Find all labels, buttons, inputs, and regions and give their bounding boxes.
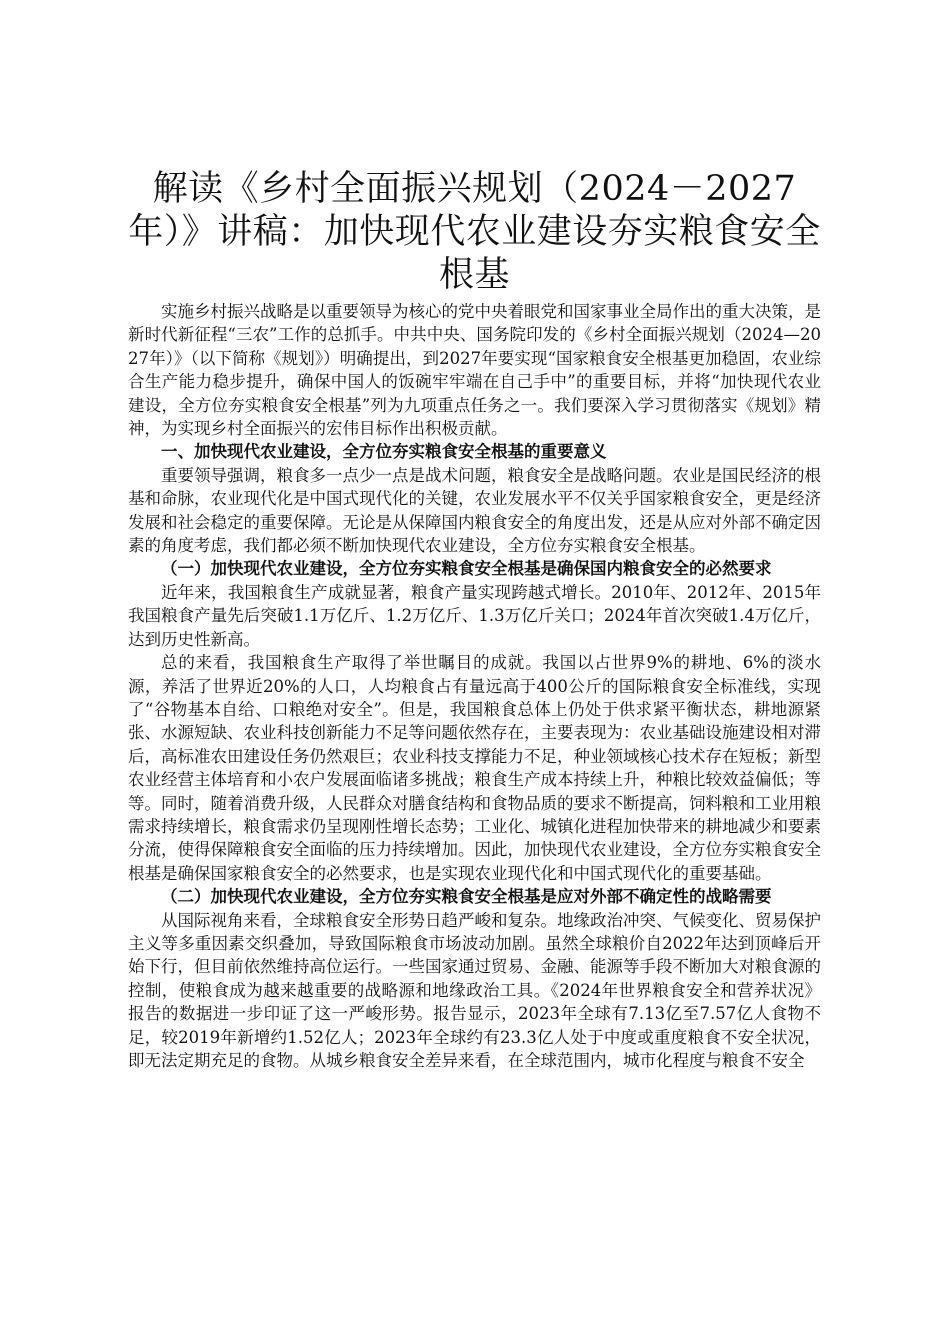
section-1-paragraph: 重要领导强调，粮食多一点少一点是战术问题，粮食安全是战略问题。农业是国民经济的根基和命脉，农业现代化是中国式现代化的关键，农业发展水平不仅关乎国家粮食安全，更是经济发展和社会稳定的重要保障。无论是从保障国内粮食安全的角度出发，还是从应对外部不确定因素的角度考虑，我们都必须不断加快现代农业建设，全方位夯实粮食安全根基。 bbox=[128, 465, 821, 556]
subsection-2-paragraph-1: 从国际视角来看，全球粮食安全形势日趋严峻和复杂。地缘政治冲突、气候变化、贸易保护主义等多重因素交织叠加，导致国际粮食市场波动加剧。虽然全球粮价自2022年达到顶峰后开始下行，但目前依然维持高位运行。一些国家通过贸易、金融、能源等手段不断加大对粮食源的控制，使粮食成为越来越重要的战略源和地缘政治工具。《2024年世界粮食安全和营养状况》报告的数据进一步印证了这一严峻形势。报告显示，2023年全球有7.13亿至7.57亿人食物不足，较2019年新增约1.52亿人；2023年全球约有23.3亿人处于中度或重度粮食不安全状况，即无法定期充足的食物。从城乡粮食安全差异来看，在全球范围内，城市化程度与粮食不安全 bbox=[128, 910, 821, 1070]
title-line-2: 年）》讲稿：加快现代农业建设夯实粮食安全 bbox=[128, 212, 821, 252]
section-1-heading: 一、加快现代农业建设，全方位夯实粮食安全根基的重要意义 bbox=[161, 442, 607, 462]
title-line-1: 解读《乡村全面振兴规划（2024－2027 bbox=[152, 169, 797, 209]
subsection-1-paragraph-2: 总的来看，我国粮食生产取得了举世瞩目的成就。我国以占世界9%的耕地、6%的淡水源，养活了世界近20%的人口，人均粮食占有量远高于400公斤的国际粮食安全标准线，实现了“谷物基本自给、口粮绝对安全”。但是，我国粮食总体上仍处于供求紧平衡状态，耕地源紧张、水源短缺、农业科技创新能力不足等问题依然存在，主要表现为：农业基础设施建设相对滞后，高标准农田建设任务仍然艰巨；农业科技支撑能力不足，种业领域核心技术存在短板；新型农业经营主体培育和小农户发展面临诸多挑战；粮食生产成本持续上升，种粮比较效益偏低；等等。同时，随着消费升级，人民群众对膳食结构和食物品质的要求不断提高，饲料粮和工业用粮需求持续增长，粮食需求仍呈现刚性增长态势；工业化、城镇化进程加快带来的耕地减少和要素分流，使得保障粮食安全面临的压力持续增加。因此，加快现代农业建设，全方位夯实粮食安全根基是确保国家粮食安全的必然要求，也是实现农业现代化和中国式现代化的重要基础。 bbox=[128, 653, 821, 883]
title-line-3: 根基 bbox=[438, 255, 510, 295]
subsection-1-heading: （一）加快现代农业建设，全方位夯实粮食安全根基是确保国内粮食安全的必然要求 bbox=[161, 559, 772, 579]
document-page bbox=[128, 168, 821, 1072]
subsection-2-heading: （二）加快现代农业建设，全方位夯实粮食安全根基是应对外部不确定性的战略需要 bbox=[161, 887, 772, 907]
subsection-1-paragraph-1: 近年来，我国粮食生产成就显著，粮食产量实现跨越式增长。2010年、2012年、2015年我国粮食产量先后突破1.1万亿斤、1.2万亿斤、1.3万亿斤关口；2024年首次突破1.4万亿斤，达到历史性新高。 bbox=[128, 582, 821, 649]
intro-paragraph: 实施乡村振兴战略是以重要领导为核心的党中央着眼党和国家事业全局作出的重大决策，是新时代新征程“三农”工作的总抓手。中共中央、国务院印发的《乡村全面振兴规划（2024—2027年）》（以下简称《规划》）明确提出，到2027年要实现“国家粮食安全根基更加稳固，农业综合生产能力稳步提升，确保中国人的饭碗牢牢端在自己手中”的重要目标，并将“加快现代农业建设，全方位夯实粮食安全根基”列为九项重点任务之一。我们要深入学习贯彻落实《规划》精神，为实现乡村全面振兴的宏伟目标作出积极贡献。 bbox=[128, 302, 821, 439]
document-title bbox=[128, 168, 821, 297]
